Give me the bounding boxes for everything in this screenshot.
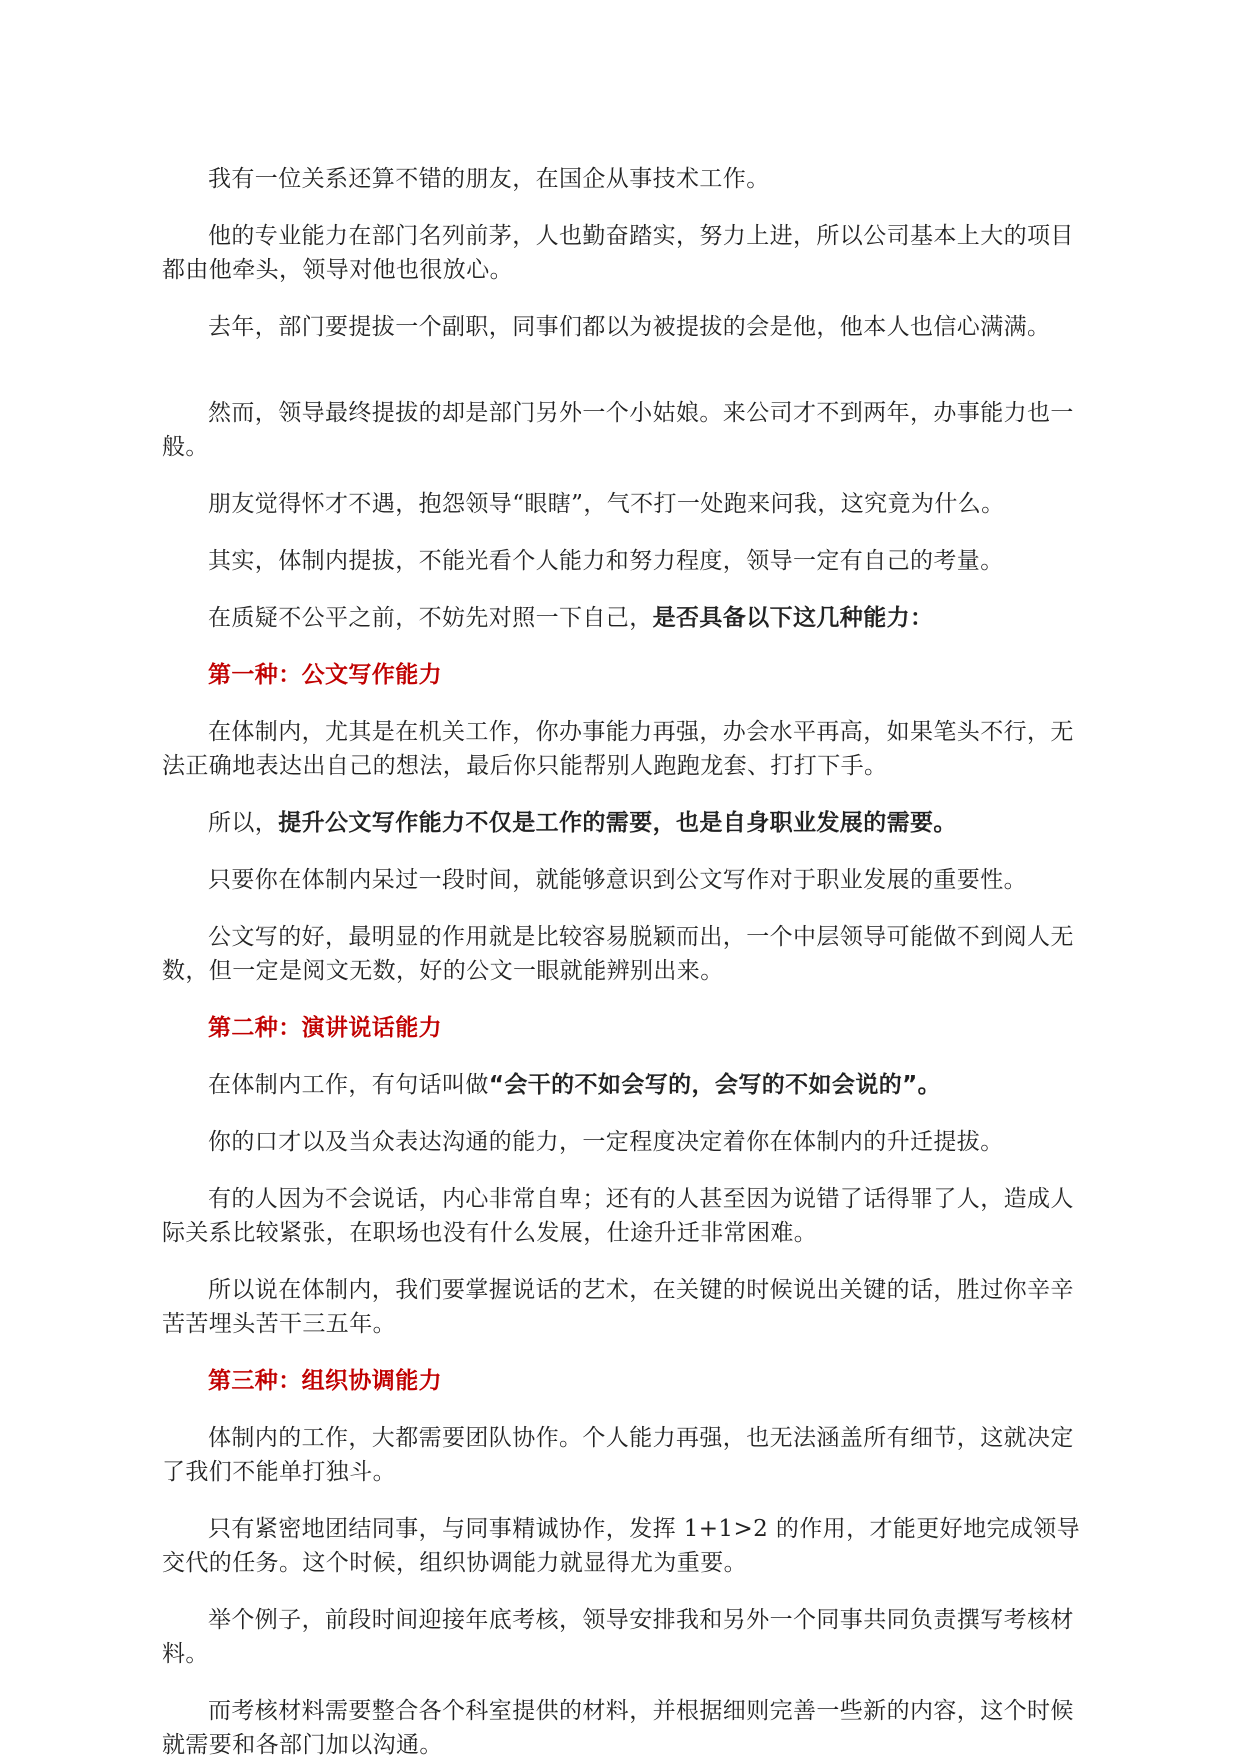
paragraph: 而考核材料需要整合各个科室提供的材料，并根据细则完善一些新的内容，这个时候就需要和各部门加以沟通。 (162, 1698, 1074, 1758)
paragraph (162, 601, 1096, 635)
paragraph: 我有一位关系还算不错的朋友，在国企从事技术工作。 (208, 166, 770, 192)
paragraph (162, 1068, 1096, 1102)
paragraph: 有的人因为不会说话，内心非常自卑；还有的人甚至因为说错了话得罪了人，造成人际关系比较紧张，在职场也没有什么发展，仕途升迁非常困难。 (162, 1186, 1074, 1246)
paragraph: 只有紧密地团结同事，与同事精诚协作，发挥 1+1>2 的作用，才能更好地完成领导交代的任务。这个时候，组织协调能力就显得尤为重要。 (162, 1516, 1081, 1576)
section-heading-1: 第一种：公文写作能力 (208, 662, 442, 688)
paragraph: 你的口才以及当众表达沟通的能力，一定程度决定着你在体制内的升迁提拔。 (208, 1129, 1004, 1155)
paragraph: 在体制内，尤其是在机关工作，你办事能力再强，办会水平再高，如果笔头不行，无法正确地表达出自己的想法，最后你只能帮别人跑跑龙套、打打下手。 (162, 719, 1074, 779)
paragraph: 体制内的工作，大都需要团队协作。个人能力再强，也无法涵盖所有细节，这就决定了我们不能单打独斗。 (162, 1425, 1074, 1485)
paragraph: 去年，部门要提拔一个副职，同事们都以为被提拔的会是他，他本人也信心满满。 (208, 314, 1051, 340)
paragraph: 只要你在体制内呆过一段时间，就能够意识到公文写作对于职业发展的重要性。 (208, 867, 1027, 893)
section-heading-2: 第二种：演讲说话能力 (208, 1015, 442, 1041)
article-body (162, 162, 1096, 1762)
bold-emphasis: 是否具备以下这几种能力： (652, 605, 934, 631)
paragraph: 朋友觉得怀才不遇，抱怨领导“眼瞎”，气不打一处跑来问我，这究竟为什么。 (208, 491, 1005, 517)
paragraph-text: 在体制内工作，有句话叫做 (208, 1072, 489, 1098)
paragraph: 公文写的好，最明显的作用就是比较容易脱颖而出，一个中层领导可能做不到阅人无数，但一定是阅文无数，好的公文一眼就能辨别出来。 (162, 924, 1074, 984)
paragraph: 举个例子，前段时间迎接年底考核，领导安排我和另外一个同事共同负责撰写考核材料。 (162, 1607, 1074, 1667)
paragraph: 然而，领导最终提拔的却是部门另外一个小姑娘。来公司才不到两年，办事能力也一般。 (162, 400, 1074, 460)
paragraph-text: 在质疑不公平之前，不妨先对照一下自己， (208, 605, 653, 631)
paragraph: 其实，体制内提拔，不能光看个人能力和努力程度，领导一定有自己的考量。 (208, 548, 1004, 574)
bold-emphasis: “会干的不如会写的，会写的不如会说的”。 (488, 1072, 942, 1098)
paragraph (162, 806, 1096, 840)
paragraph: 所以说在体制内，我们要掌握说话的艺术，在关键的时候说出关键的话，胜过你辛辛苦苦埋头苦干三五年。 (162, 1277, 1074, 1337)
section-heading-3: 第三种：组织协调能力 (208, 1368, 442, 1394)
paragraph: 他的专业能力在部门名列前茅，人也勤奋踏实，努力上进，所以公司基本上大的项目都由他牵头，领导对他也很放心。 (162, 223, 1074, 283)
paragraph-text: 所以， (208, 810, 279, 836)
bold-emphasis: 提升公文写作能力不仅是工作的需要，也是自身职业发展的需要。 (278, 810, 957, 836)
